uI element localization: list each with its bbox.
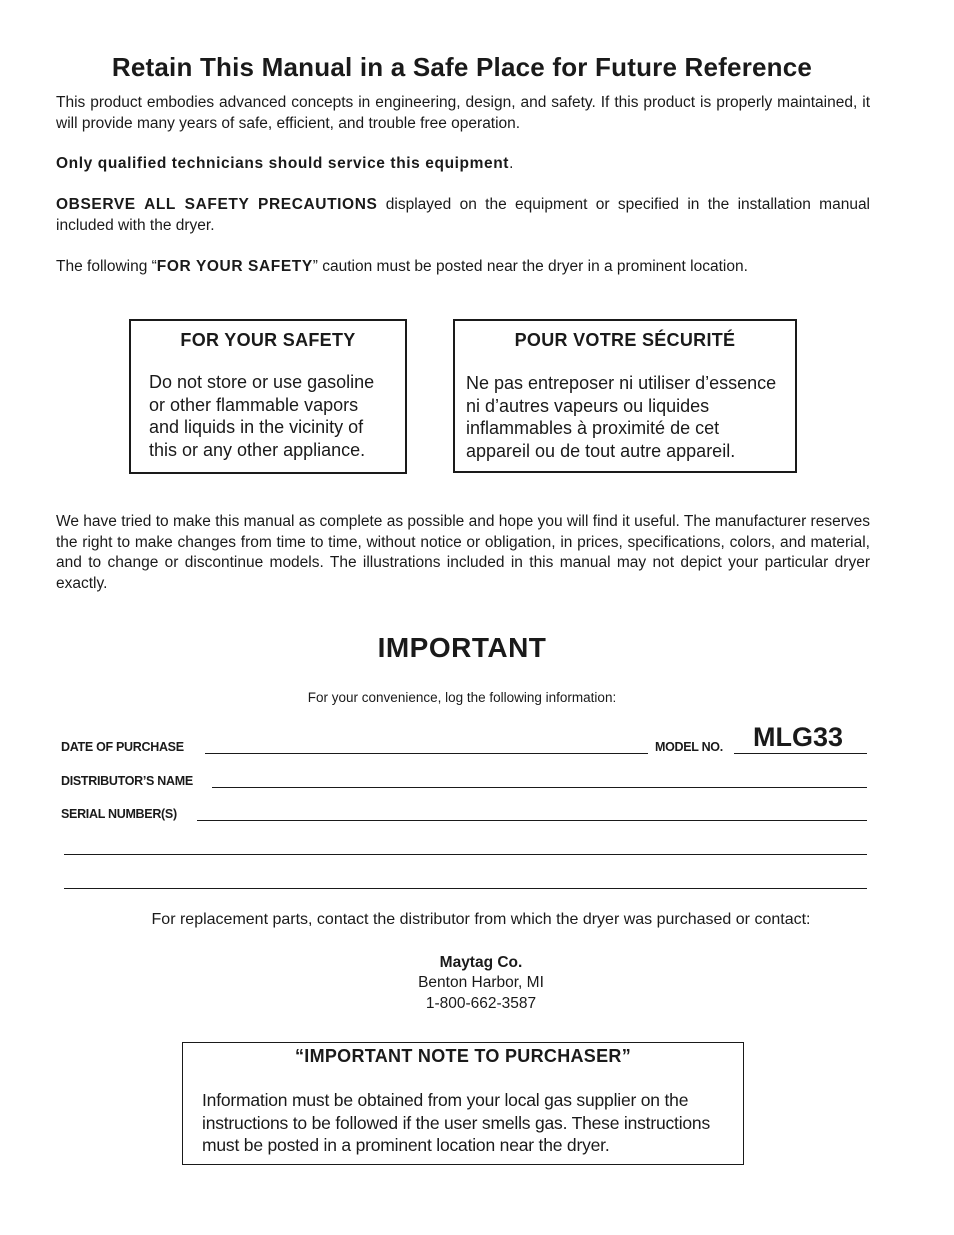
safety-box-french-title: POUR VOTRE SÉCURITÉ bbox=[514, 330, 736, 350]
intro-paragraph: This product embodies advanced concepts in engineering, design, and safety. If this product is properly maintained, it will provide many years of safe, efficient, and trouble free operation. bbox=[56, 94, 870, 132]
important-heading: IMPORTANT bbox=[377, 632, 547, 663]
purchaser-note-line: Information must be obtained from your local gas supplier on the bbox=[202, 1090, 689, 1110]
model-no-label: MODEL NO. bbox=[655, 740, 723, 754]
safety-box-french-body bbox=[466, 372, 795, 462]
company-phone: 1-800-662-3587 bbox=[425, 995, 537, 1012]
safety-en-line: this or any other appliance. bbox=[149, 439, 366, 460]
date-of-purchase-field[interactable] bbox=[205, 753, 648, 754]
replacement-parts-text: For replacement parts, contact the distributor from which the dryer was purchased or contact: bbox=[151, 911, 811, 928]
important-subtext: For your convenience, log the following information: bbox=[307, 690, 617, 705]
following-paragraph bbox=[56, 257, 870, 278]
observe-paragraph bbox=[56, 195, 870, 236]
purchaser-note-box bbox=[182, 1042, 744, 1165]
model-no-field[interactable] bbox=[734, 753, 867, 754]
qualified-bold-text: Only qualified technicians should service this equipment bbox=[56, 155, 510, 172]
qualified-end: . bbox=[509, 155, 514, 172]
observe-rest-text: displayed on the equipment or specified in the installation manual included with the dryer. bbox=[56, 196, 871, 234]
safety-en-line: or other flammable vapors bbox=[149, 394, 359, 415]
safety-box-english-body bbox=[149, 371, 405, 461]
distributor-name-label: DISTRIBUTOR’S NAME bbox=[61, 774, 193, 788]
serial-number-field[interactable] bbox=[197, 820, 867, 821]
purchaser-note-body bbox=[202, 1089, 743, 1157]
safety-en-line: Do not store or use gasoline bbox=[149, 372, 375, 392]
observe-bold-text: OBSERVE ALL SAFETY PRECAUTIONS bbox=[56, 196, 378, 213]
safety-fr-line: inflammables à proximité de cet bbox=[466, 418, 720, 438]
safety-box-english-title: FOR YOUR SAFETY bbox=[180, 330, 356, 350]
safety-box-french bbox=[453, 319, 797, 473]
following-post: ” caution must be posted near the dryer in a prominent location. bbox=[312, 258, 748, 275]
distributor-name-field[interactable] bbox=[212, 787, 867, 788]
date-of-purchase-label: DATE OF PURCHASE bbox=[61, 740, 184, 754]
safety-fr-line: ni d’autres vapeurs ou liquides bbox=[466, 395, 710, 416]
safety-fr-line: Ne pas entreposer ni utiliser d’essence bbox=[466, 373, 777, 393]
purchaser-note-line: instructions to be followed if the user smells gas. These instructions bbox=[202, 1112, 711, 1133]
company-name: Maytag Co. bbox=[439, 954, 523, 971]
company-city: Benton Harbor, MI bbox=[418, 974, 544, 991]
safety-en-line: and liquids in the vicinity of bbox=[149, 417, 364, 437]
disclaimer-paragraph: We have tried to make this manual as complete as possible and hope you will find it useful. The manufacturer reserves the right to make changes from time to time, without notice or obligation, in prices, specifications, colors, and material, and to change or discontinue models. The illustrations included in this manual may not depict your particular dryer exactly. bbox=[56, 513, 870, 592]
following-bold: FOR YOUR SAFETY bbox=[156, 258, 313, 275]
qualified-paragraph bbox=[56, 154, 870, 175]
safety-fr-line: appareil ou de tout autre appareil. bbox=[466, 440, 736, 461]
purchaser-note-title: “IMPORTANT NOTE TO PURCHASER” bbox=[294, 1046, 632, 1066]
following-pre: The following “ bbox=[56, 258, 157, 275]
model-no-value: MLG33 bbox=[753, 722, 844, 752]
serial-number-label: SERIAL NUMBER(S) bbox=[61, 807, 177, 821]
purchaser-note-line: must be posted in a prominent location near the dryer. bbox=[202, 1135, 610, 1155]
serial-number-extra-line-1[interactable] bbox=[64, 854, 867, 855]
serial-number-extra-line-2[interactable] bbox=[64, 888, 867, 889]
page-title: Retain This Manual in a Safe Place for Future Reference bbox=[111, 52, 813, 82]
safety-box-english bbox=[129, 319, 407, 474]
